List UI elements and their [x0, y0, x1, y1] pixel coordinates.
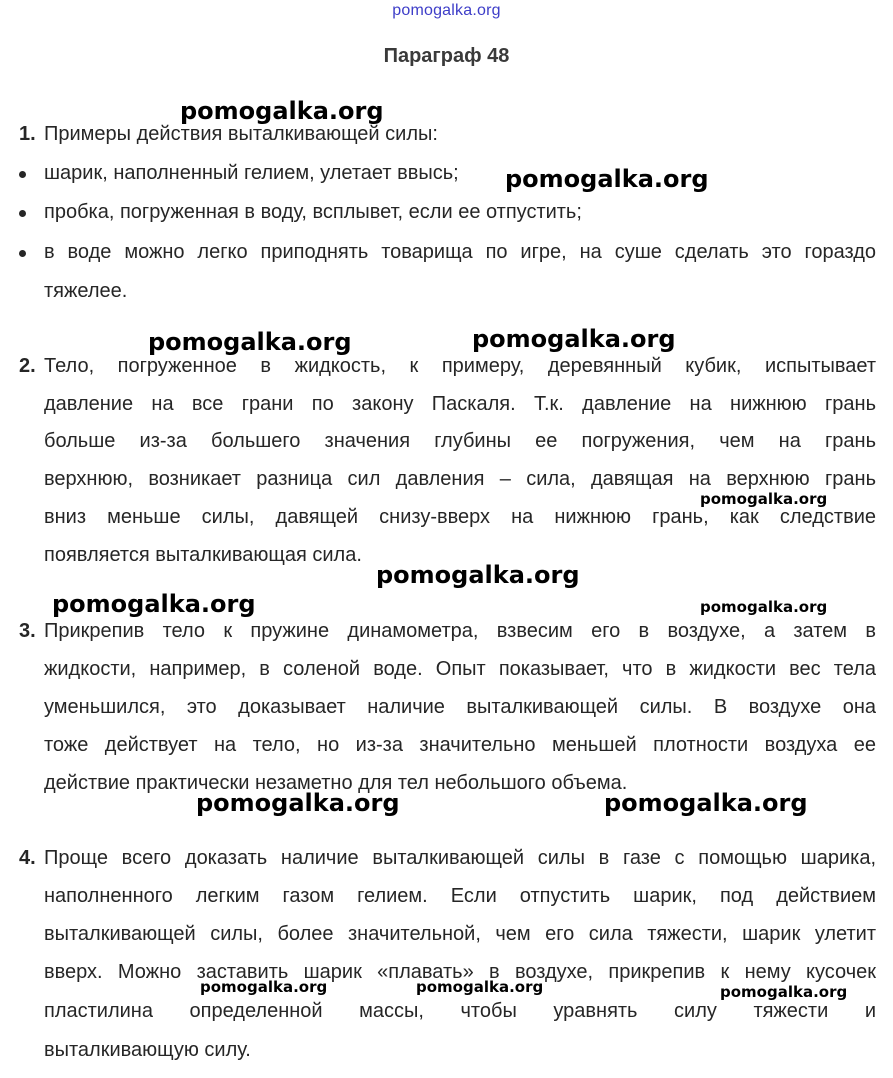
paragraph-line: давление на все грани по закону Паскаля. Т.к. давление на нижнюю грань — [44, 393, 876, 415]
watermark: pomogalka.org — [196, 789, 400, 817]
site-link[interactable]: pomogalka.org — [392, 2, 501, 19]
paragraph-line: Прикрепив тело к пружине динамометра, взвесим его в воздухе, а затем в — [44, 620, 876, 642]
bullet-icon — [19, 210, 26, 217]
watermark: pomogalka.org — [472, 325, 676, 353]
list-item: в воде можно легко приподнять товарища по игре, на суше сделать это гораздо — [44, 241, 876, 263]
paragraph-line: выталкивающей силы, более значительной, чем его сила тяжести, шарик улетит — [44, 923, 876, 945]
watermark: pomogalka.org — [505, 165, 709, 193]
watermark: pomogalka.org — [700, 490, 828, 508]
watermark: pomogalka.org — [376, 561, 580, 589]
paragraph-line: пластилина определенной массы, чтобы уравнять силу тяжести и — [44, 1000, 876, 1022]
bullet-icon — [19, 250, 26, 257]
paragraph-line: наполненного легким газом гелием. Если отпустить шарик, под действием — [44, 885, 876, 907]
paragraph-line: уменьшился, это доказывает наличие выталкивающей силы. В воздухе она — [44, 696, 876, 718]
paragraph-line: больше из-за большего значения глубины ее погружения, чем на грань — [44, 430, 876, 452]
section-number: 2. — [19, 355, 36, 377]
section-intro: Примеры действия выталкивающей силы: — [44, 123, 438, 145]
watermark: pomogalka.org — [416, 978, 544, 996]
paragraph-line: верхнюю, возникает разница сил давления – сила, давящая на верхнюю грань — [44, 468, 876, 490]
section-number: 4. — [19, 847, 36, 869]
paragraph-line: действие практически незаметно для тел небольшого объема. — [44, 772, 628, 794]
paragraph-line: вверх. Можно заставить шарик «плавать» в воздухе, прикрепив к нему кусочек — [44, 961, 876, 983]
section-number: 1. — [19, 123, 36, 145]
watermark: pomogalka.org — [200, 978, 328, 996]
list-item: шарик, наполненный гелием, улетает ввысь; — [44, 162, 459, 184]
watermark: pomogalka.org — [700, 598, 828, 616]
paragraph-line: выталкивающую силу. — [44, 1039, 251, 1061]
list-item: пробка, погруженная в воду, всплывет, если ее отпустить; — [44, 201, 582, 223]
paragraph-line: вниз меньше силы, давящей снизу-вверх на нижнюю грань, как следствие — [44, 506, 876, 528]
watermark: pomogalka.org — [720, 983, 848, 1001]
watermark: pomogalka.org — [148, 328, 352, 356]
watermark: pomogalka.org — [52, 590, 256, 618]
section-number: 3. — [19, 620, 36, 642]
paragraph-line: появляется выталкивающая сила. — [44, 544, 362, 566]
paragraph-line: жидкости, например, в соленой воде. Опыт показывает, что в жидкости вес тела — [44, 658, 876, 680]
list-item-continuation: тяжелее. — [44, 280, 128, 302]
paragraph-line: тоже действует на тело, но из-за значительно меньшей плотности воздуха ее — [44, 734, 876, 756]
paragraph-line: Тело, погруженное в жидкость, к примеру, деревянный кубик, испытывает — [44, 355, 876, 377]
bullet-icon — [19, 171, 26, 178]
paragraph-line: Проще всего доказать наличие выталкивающей силы в газе с помощью шарика, — [44, 847, 876, 869]
watermark: pomogalka.org — [180, 97, 384, 125]
page-title: Параграф 48 — [383, 45, 510, 67]
watermark: pomogalka.org — [604, 789, 808, 817]
